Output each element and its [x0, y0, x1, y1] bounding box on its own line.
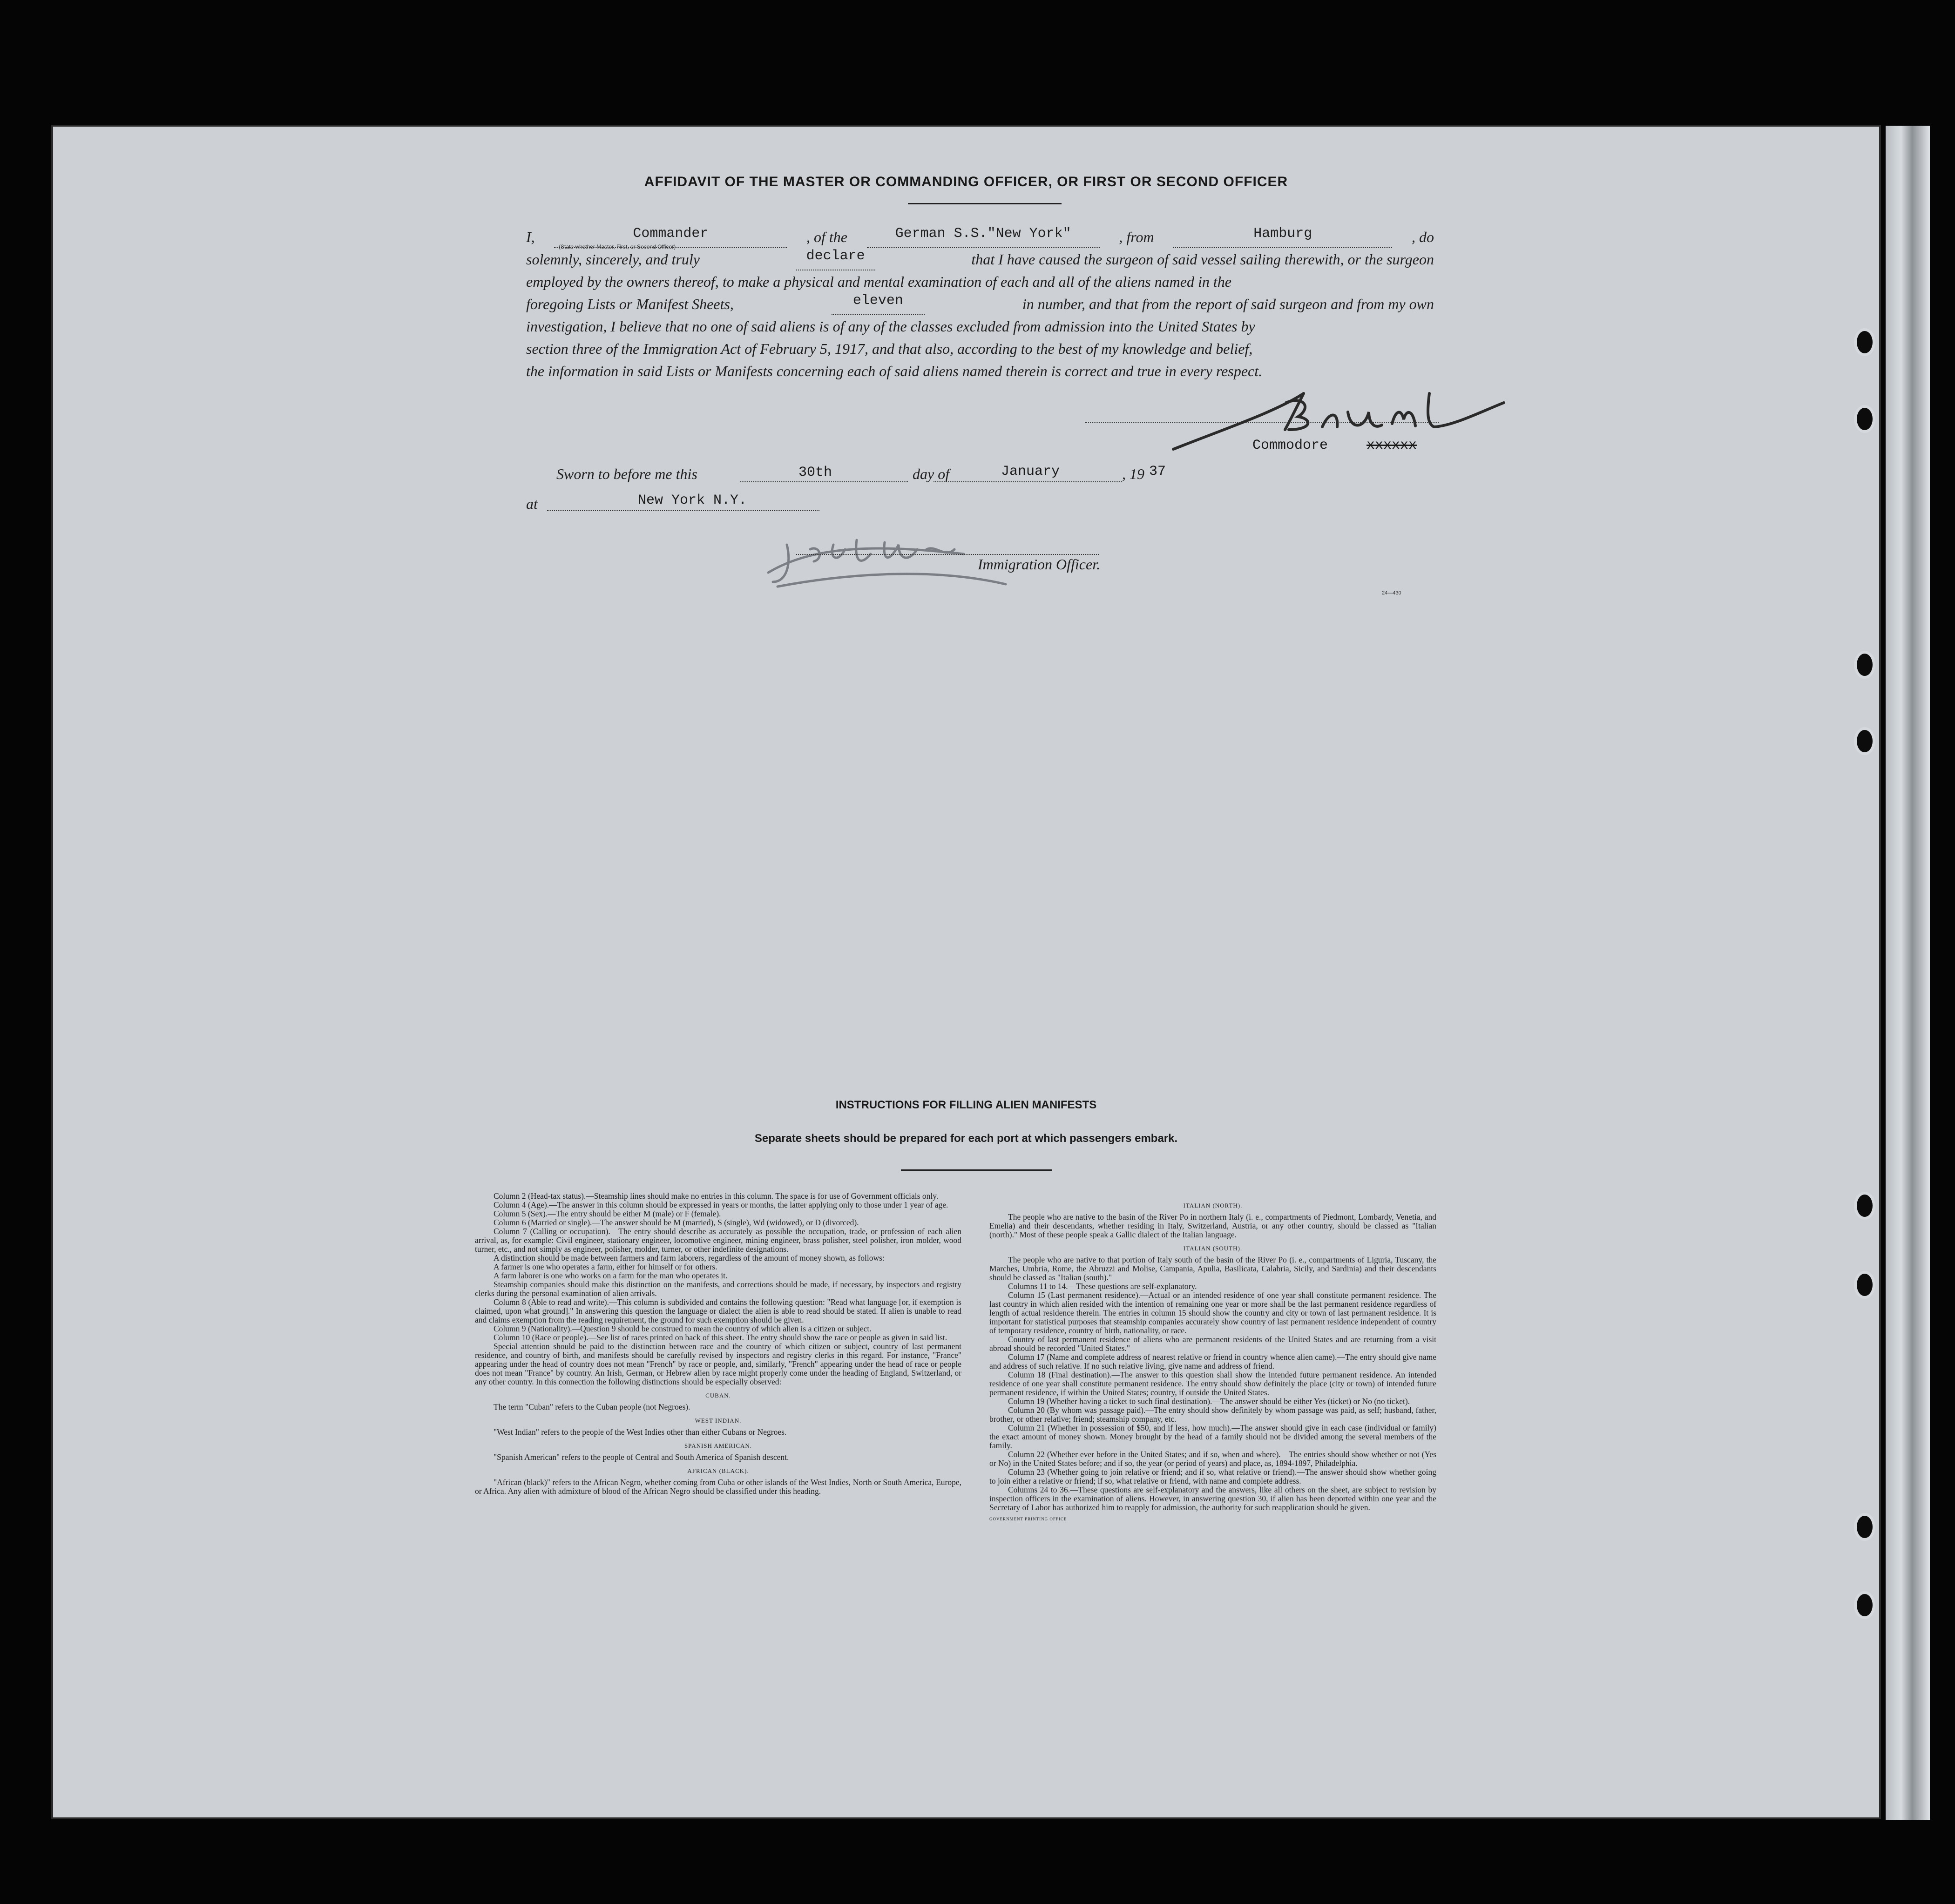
instruction-paragraph: Column 9 (Nationality).—Question 9 should be construed to mean the country of which alien is a citizen or subject. — [494, 1324, 872, 1333]
west-indian-heading: WEST INDIAN. — [695, 1417, 742, 1424]
text-in-number: in number, and that from the report of said surgeon and from my own — [1022, 296, 1434, 312]
month-field-line — [934, 481, 1122, 482]
instruction-paragraph: A farm laborer is one who works on a farm for the man who operates it. — [494, 1271, 728, 1280]
text-foregoing: foregoing Lists or Manifest Sheets, — [526, 296, 734, 312]
punch-hole — [1854, 328, 1875, 356]
italian-north-heading: ITALIAN (NORTH). — [1183, 1202, 1243, 1209]
instructions-left-column — [475, 1192, 961, 1496]
vessel-field: German S.S."New York" — [867, 226, 1100, 248]
master-signature — [1164, 375, 1518, 459]
instruction-paragraph: Column 18 (Final destination).—The answer to this question shall show the intended future permanent residence. An intended residence of one year shall constitute permanent residence. The entry should show definitely the place (city or town) of intended future permanent residence, if within the United States; country, if outside the United States. — [989, 1370, 1436, 1397]
text-employed: employed by the owners thereof, to make a physical and mental examination of each and all of the aliens named in the — [526, 273, 1231, 290]
instruction-paragraph: Column 10 (Race or people).—See list of races printed on back of this sheet. The entry should show the race or people as given in said list. — [494, 1333, 947, 1342]
instruction-paragraph: Column 8 (Able to read and write).—This column is subdivided and contains the following question: "Read what language [or, if exemption is claimed, upon what ground]." In answering this question the language or dialect the alien is able to read should be stated. If alien is unable to read and claims exemption from the reading requirement, the ground for such exemption should be given. — [475, 1297, 961, 1324]
month-field: January — [1001, 464, 1060, 479]
punch-hole — [1854, 1271, 1875, 1299]
sworn-text: Sworn to before me this — [556, 466, 697, 482]
cuban-heading: CUBAN. — [705, 1392, 731, 1399]
instruction-paragraph: Column 23 (Whether going to join relative or friend; and if so, what relative or friend).—The answer should show whether going to join either a relative or friend; if so, what relative or friend, with name and complete address. — [989, 1467, 1436, 1485]
instruction-paragraph: Special attention should be paid to the distinction between race and the country of which citizen or subject, country of last permanent residence, and country of birth, and manifests should be carefully revised by inspectors and registry clerks in this regard. For instance, "France" appearing under the head of country does not mean "French" by race or people, and, similarly, "French" appearing under the head of race or people does not mean "France" by country. An Irish, German, or Hebrew alien by race might properly come under the heading of England, Switzerland, or any other country. In this connection the following distinctions should be especially observed: — [475, 1342, 961, 1386]
italian-north-text: The people who are native to the basin of the River Po in northern Italy (i. e., compartments of Piedmont, Lombardy, Venetia, and Emelia) and their descendants, whether residing in Italy, Switzerland, Austria, or any other country, should be classed as "Italian (north)." Most of these people speak a Gallic dialect of the Italian language. — [989, 1212, 1436, 1239]
form-number: 24—430 — [1382, 590, 1401, 596]
binding-strip — [1886, 126, 1930, 1820]
instructions-rule — [901, 1169, 1052, 1171]
instruction-paragraph: Columns 11 to 14.—These questions are self-explanatory. — [1008, 1282, 1197, 1291]
text-i: I, — [526, 229, 535, 245]
text-solemnly: solemnly, sincerely, and truly — [526, 251, 700, 268]
punch-hole — [1854, 727, 1875, 755]
punch-hole — [1854, 1591, 1875, 1619]
instruction-paragraph: Column 4 (Age).—The answer in this column should be expressed in years or months, the latter applying only to those under 1 year of age. — [494, 1200, 948, 1209]
place-field-line — [547, 510, 819, 511]
text-section-three: section three of the Immigration Act of February 5, 1917, and that also, according to the best of my knowledge and belief, — [526, 340, 1253, 357]
instruction-paragraph: Column 6 (Married or single).—The answer should be M (married), S (single), Wd (widowed), or D (divorced). — [494, 1218, 859, 1227]
text-of-the: , of the — [806, 229, 847, 245]
state-note: (State whether Master, First, or Second Officer) — [559, 243, 676, 250]
instruction-paragraph: Column 22 (Whether ever before in the United States; and if so, when and where).—The entries should show whether or not (Yes or No) in the United States before; and if so, the year (or period of years) and place, as, 1894-1897, Philadelphia. — [989, 1450, 1436, 1468]
text-investigation: investigation, I believe that no one of said aliens is of any of the classes excluded from admission into the United States by — [526, 318, 1255, 335]
italian-south-text: The people who are native to that portion of Italy south of the basin of the River Po (i. e., compartments of Liguria, Tuscany, the Marches, Umbria, Rome, the Abruzzi and Molise, Campania, Apulia, Basilicata, Calabria, Sicily, and Sardinia) and their descendants should be classed as "Italian (south)." — [989, 1255, 1436, 1282]
place-field: New York N.Y. — [638, 493, 747, 508]
text-from: , from — [1119, 229, 1154, 245]
punch-hole — [1854, 651, 1875, 679]
instruction-paragraph: Column 19 (Whether having a ticket to such final destination).—The answer should be either Yes (ticket) or No (no ticket). — [1008, 1397, 1410, 1406]
instruction-paragraph: Column 5 (Sex).—The entry should be either M (male) or F (female). — [494, 1209, 721, 1218]
west-indian-text: "West Indian" refers to the people of the West Indies other than either Cubans or Negroes. — [494, 1427, 787, 1437]
punch-hole — [1854, 405, 1875, 433]
african-heading: AFRICAN (BLACK). — [687, 1467, 749, 1474]
at-label: at — [526, 495, 538, 512]
instruction-paragraph: Column 7 (Calling or occupation).—The entry should describe as accurately as possible the occupation, trade, or profession of each alien arrival, as, for example: Civil engineer, stationary engineer, locomotive engineer, mining engineer, brass polisher, steel polisher, iron molder, wood turner, etc., and not simply as engineer, polisher, molder, turner, or other indefinite designations. — [475, 1227, 961, 1254]
instructions-subtitle: Separate sheets should be prepared for each port at which passengers embark. — [754, 1132, 1178, 1145]
port-field: Hamburg — [1173, 226, 1392, 248]
title-rule — [908, 203, 1062, 204]
instructions-right-column — [989, 1196, 1436, 1524]
printing-office-imprint: GOVERNMENT PRINTING OFFICE — [989, 1517, 1067, 1521]
day-field-line — [740, 481, 908, 482]
punch-hole — [1854, 1192, 1875, 1220]
year-field: 37 — [1149, 464, 1166, 479]
immigration-officer-label: Immigration Officer. — [978, 556, 1101, 573]
instructions-title: INSTRUCTIONS FOR FILLING ALIEN MANIFESTS — [835, 1099, 1097, 1111]
african-text: "African (black)" refers to the African Negro, whether coming from Cuba or other islands of the West Indies, North or South America, Europe, or Africa. Any alien with admixture of blood of the African Negro should be classified under this heading. — [475, 1478, 961, 1496]
spanish-american-heading: SPANISH AMERICAN. — [684, 1442, 752, 1449]
instruction-paragraph: Column 21 (Whether in possession of $50, and if less, how much).—The answer should give in each case (individual or family) the exact amount of money shown. Money brought by the head of a family should not be divided among the several members of the family. — [989, 1423, 1436, 1450]
text-surgeon: that I have caused the surgeon of said vessel sailing therewith, or the surgeon — [971, 251, 1434, 268]
text-do: , do — [1411, 229, 1434, 245]
officer-signature-line — [796, 554, 1099, 555]
day-field: 30th — [798, 465, 832, 480]
punch-hole — [1854, 1513, 1875, 1541]
cuban-text: The term "Cuban" refers to the Cuban people (not Negroes). — [494, 1402, 690, 1411]
italian-south-heading: ITALIAN (SOUTH). — [1183, 1245, 1243, 1252]
struck-title: xxxxxx — [1366, 438, 1417, 453]
instruction-paragraph: Column 20 (By whom was passage paid).—The entry should show definitely by whom passage was paid, as self; husband, father, brother, or other relative; friend; steamship company, etc. — [989, 1405, 1436, 1424]
declare-field: declare — [796, 248, 875, 270]
year-prefix: , 19 — [1122, 466, 1144, 482]
sheets-count-field: eleven — [832, 293, 925, 315]
instruction-paragraph: Steamship companies should make this distinction on the manifests, and corrections should be made, if necessary, by inspectors and registry clerks during the personal examination of alien arrivals. — [475, 1280, 961, 1298]
instruction-paragraph: Column 15 (Last permanent residence).—Actual or an intended residence of one year shall constitute permanent residence. The last country in which alien resided with the intention of remaining one year or more shall be the last permanent residence regardless of length of actual residence therein. The entries in column 15 should show the country and city or town of last permanent residence. It is important for statistical purposes that steamship companies accurately show country of last permanent residence independent of country of temporary residence, country of birth, nationality, or race. — [989, 1290, 1436, 1335]
instruction-paragraph: A distinction should be made between farmers and farm laborers, regardless of the amount of money shown, as follows: — [494, 1253, 885, 1263]
instruction-paragraph: Column 17 (Name and complete address of nearest relative or friend in country whence alien came).—The entry should give name and address of such relative. If no such relative living, give name and address of friend. — [989, 1352, 1436, 1371]
signer-title: Commodore — [1252, 438, 1328, 453]
spanish-american-text: "Spanish American" refers to the people of Central and South America of Spanish descent. — [494, 1452, 789, 1462]
officer-rank-field: Commander — [554, 226, 787, 248]
affidavit-title: AFFIDAVIT OF THE MASTER OR COMMANDING OFFICER, OR FIRST OR SECOND OFFICER — [644, 174, 1288, 189]
text-information: the information in said Lists or Manifests concerning each of said aliens named therein is correct and true in every respect. — [526, 363, 1263, 379]
instruction-paragraph: Country of last permanent residence of aliens who are permanent residents of the United States and are returning from a visit abroad should be recorded "United States." — [989, 1335, 1436, 1353]
instruction-paragraph: A farmer is one who operates a farm, either for himself or for others. — [494, 1262, 717, 1271]
instruction-paragraph: Columns 24 to 36.—These questions are self-explanatory and the answers, like all others on the sheet, are subject to revision by inspection officers in the examination of aliens. However, in answering question 30, if alien has been deported within one year and the Secretary of Labor has authorized him to reapply for admission, the authority for such reapplication should be given. — [989, 1485, 1436, 1512]
instruction-paragraph: Column 2 (Head-tax status).—Steamship lines should make no entries in this column. The space is for use of Government officials only. — [494, 1191, 939, 1201]
day-of-text: day of — [913, 466, 950, 482]
